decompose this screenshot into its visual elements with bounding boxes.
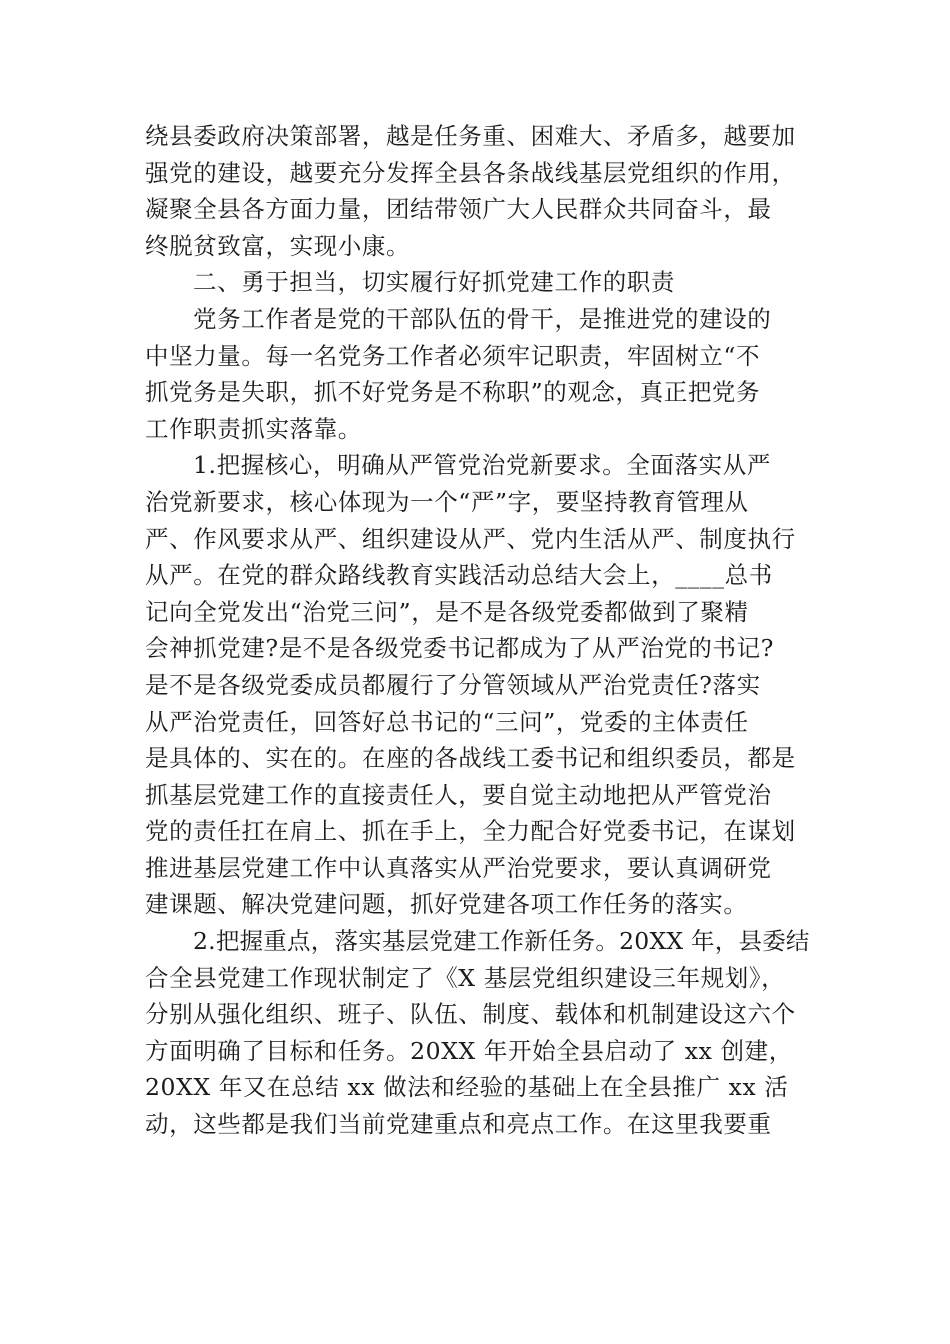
- text-line: 记向全党发出“治党三问”，是不是各级党委都做到了聚精: [145, 597, 749, 626]
- text-line: 会神抓党建?是不是各级党委书记都成为了从严治党的书记?: [145, 634, 774, 663]
- text-line: 强党的建设，越要充分发挥全县各条战线基层党组织的作用，: [145, 158, 796, 187]
- text-line: 方面明确了目标和任务。20XX 年开始全县启动了 xx 创建，: [145, 1036, 793, 1065]
- text-line: 严、作风要求从严、组织建设从严、党内生活从严、制度执行: [145, 524, 796, 553]
- document-body: [145, 118, 810, 1143]
- text-line: 工作职责抓实落靠。: [145, 414, 362, 443]
- text-line: 是具体的、实在的。在座的各战线工委书记和组织委员，都是: [145, 744, 796, 773]
- text-line: 治党新要求，核心体现为一个“严”字，要坚持教育管理从: [145, 487, 749, 516]
- text-line: 党务工作者是党的干部队伍的骨干，是推进党的建设的: [193, 304, 772, 333]
- text-line: 抓党务是失职，抓不好党务是不称职”的观念，真正把党务: [145, 378, 761, 407]
- text-line: 从严。在党的群众路线教育实践活动总结大会上，____总书: [145, 561, 773, 590]
- text-line: 终脱贫致富，实现小康。: [145, 231, 411, 260]
- text-line: 凝聚全县各方面力量，团结带领广大人民群众共同奋斗，最: [145, 195, 772, 224]
- text-line: 抓基层党建工作的直接责任人，要自觉主动地把从严管党治: [145, 780, 772, 809]
- text-line: 绕县委政府决策部署，越是任务重、困难大、矛盾多，越要加: [145, 122, 796, 150]
- text-line: 20XX 年又在总结 xx 做法和经验的基础上在全县推广 xx 活: [145, 1073, 789, 1102]
- text-line: 从严治党责任，回答好总书记的“三问”，党委的主体责任: [145, 707, 749, 736]
- text-line: 2.把握重点，落实基层党建工作新任务。20XX 年，县委结: [193, 927, 810, 956]
- text-line: 党的责任扛在肩上、抓在手上，全力配合好党委书记，在谋划: [145, 817, 796, 846]
- text-line: 合全县党建工作现状制定了《X 基层党组织建设三年规划》，: [145, 963, 786, 992]
- text-line: 推进基层党建工作中认真落实从严治党要求，要认真调研党: [145, 853, 772, 882]
- text-line: 二、勇于担当，切实履行好抓党建工作的职责: [193, 268, 675, 297]
- text-line: 建课题、解决党建问题，抓好党建各项工作任务的落实。: [145, 890, 748, 919]
- text-line: 分别从强化组织、班子、队伍、制度、载体和机制建设这六个: [145, 1000, 796, 1029]
- text-line: 动，这些都是我们当前党建重点和亮点工作。在这里我要重: [145, 1110, 772, 1139]
- text-line: 中坚力量。每一名党务工作者必须牢记职责，牢固树立“不: [145, 341, 761, 370]
- text-line: 1.把握核心，明确从严管党治党新要求。全面落实从严: [193, 451, 771, 480]
- text-line: 是不是各级党委成员都履行了分管领域从严治党责任?落实: [145, 670, 761, 699]
